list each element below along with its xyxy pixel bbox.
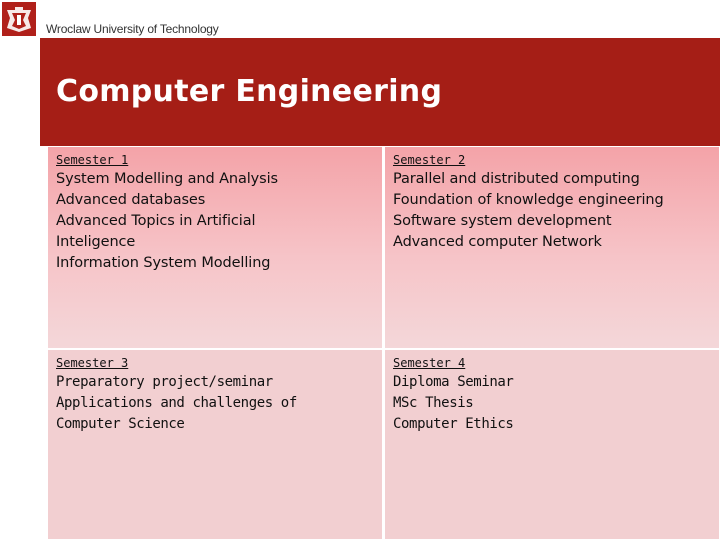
semester-4-cell bbox=[384, 349, 720, 540]
course-item: Inteligence bbox=[56, 234, 136, 250]
semester-3-label: Semester 3 bbox=[56, 356, 129, 370]
course-item: Preparatory project/seminar bbox=[56, 374, 273, 390]
page-title: Computer Engineering bbox=[56, 74, 443, 109]
course-item: Software system development bbox=[393, 213, 612, 229]
university-name: Wroclaw University of Technology bbox=[46, 22, 219, 36]
course-item: Applications and challenges of bbox=[56, 395, 297, 411]
left-margin bbox=[0, 38, 40, 540]
university-crest-icon bbox=[2, 2, 36, 36]
course-item: Advanced computer Network bbox=[393, 234, 602, 250]
semester-3-cell bbox=[47, 349, 383, 540]
semester-1-cell bbox=[47, 146, 383, 349]
course-item: Parallel and distributed computing bbox=[393, 171, 640, 187]
semester-grid bbox=[47, 146, 720, 540]
course-item: Diploma Seminar bbox=[393, 374, 514, 390]
course-item: MSc Thesis bbox=[393, 395, 474, 411]
course-item: Computer Science bbox=[56, 416, 185, 432]
course-item: Advanced Topics in Artificial bbox=[56, 213, 256, 229]
semester-2-label: Semester 2 bbox=[393, 153, 466, 167]
semester-1-label: Semester 1 bbox=[56, 153, 129, 167]
course-item: System Modelling and Analysis bbox=[56, 171, 279, 187]
course-item: Foundation of knowledge engineering bbox=[393, 192, 664, 208]
semester-4-label: Semester 4 bbox=[393, 356, 466, 370]
semester-2-cell bbox=[384, 146, 720, 349]
header-strip bbox=[0, 0, 720, 38]
course-item: Information System Modelling bbox=[56, 255, 271, 271]
course-item: Computer Ethics bbox=[393, 416, 514, 432]
course-item: Advanced databases bbox=[56, 192, 206, 208]
